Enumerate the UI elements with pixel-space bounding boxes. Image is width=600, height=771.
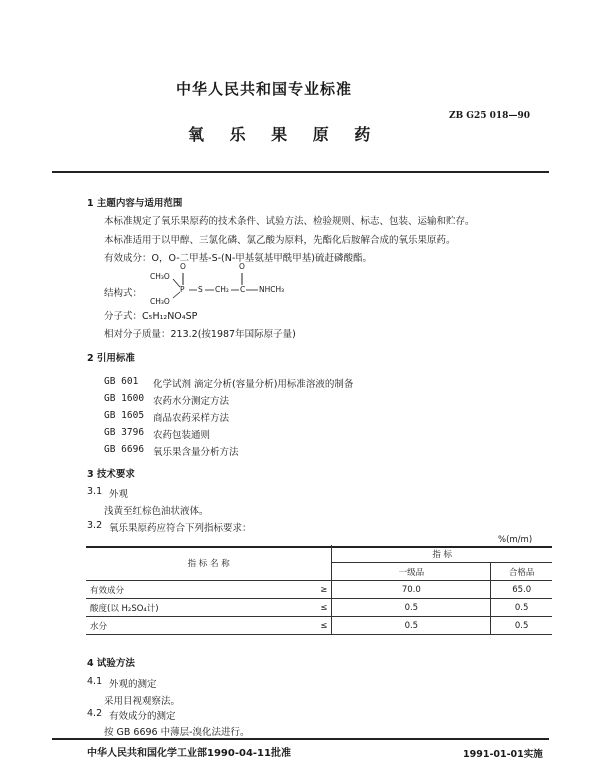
table-col-grade1: 一级品 [332, 563, 491, 581]
table-col-index: 指 标 [332, 545, 552, 563]
molecular-formula: 分子式：C₅H₁₂NO₄SP [104, 311, 198, 322]
reference-title: 化学试剂 滴定分析(容量分析)用标准溶液的制备 [153, 379, 354, 390]
section-2-heading: 2 引用标准 [87, 353, 135, 364]
struct-sulfur: S [198, 285, 203, 294]
standard-code: ZB G25 018—90 [449, 111, 530, 121]
table-cell-grade1: 0.5 [332, 617, 491, 635]
section-1-heading: 1 主题内容与适用范围 [87, 198, 183, 209]
table-cell-operator: ≥ [305, 581, 332, 599]
table-cell-operator: ≤ [305, 599, 332, 617]
table-row [86, 617, 552, 635]
table-cell-name: 有效成分 [86, 581, 305, 599]
table-cell-grade1: 0.5 [332, 599, 491, 617]
table-row [86, 581, 552, 599]
table-cell-grade2: 65.0 [491, 581, 552, 599]
table-col-grade2: 合格品 [491, 563, 552, 581]
table-cell-grade1: 70.0 [332, 581, 491, 599]
table-cell-name: 酸度(以 H₂SO₄计) [86, 599, 305, 617]
clause-3-1-text: 浅黄至红棕色油状液体。 [104, 506, 209, 517]
struct-nhch3: NHCH₃ [259, 285, 285, 294]
struct-oxygen-2: O [239, 262, 245, 271]
spec-table [86, 545, 552, 635]
struct-oxygen-1: O [180, 262, 186, 271]
reference-code: GB 1600 [104, 393, 145, 404]
clause-3-1-number: 3.1 [87, 486, 103, 497]
unit-label: %(m/m) [498, 535, 533, 545]
table-cell-grade2: 0.5 [491, 617, 552, 635]
footer-divider [52, 738, 549, 740]
struct-carbon: C [240, 285, 246, 294]
reference-title: 氧乐果含量分析方法 [153, 447, 239, 458]
table-row [86, 599, 552, 617]
struct-phosphorus: P [180, 285, 185, 294]
table-cell-operator: ≤ [305, 617, 332, 635]
reference-code: GB 6696 [104, 444, 145, 455]
table-col-name: 指 标 名 称 [86, 545, 332, 581]
effective-date: 1991-01-01实施 [463, 749, 543, 760]
clause-4-1-title: 外观的测定 [109, 679, 157, 690]
clause-4-2-text: 按 GB 6696 中薄层-溴化法进行。 [104, 727, 250, 738]
section-1-paragraph-3: 有效成分：O，O-二甲基-S-(N-甲基氨基甲酰甲基)硫赶磷酸酯。 [104, 253, 372, 264]
table-cell-name: 水分 [86, 617, 305, 635]
clause-4-2-title: 有效成分的测定 [109, 711, 176, 722]
section-4-heading: 4 试验方法 [87, 658, 135, 669]
reference-title: 商品农药采样方法 [153, 413, 230, 424]
clause-3-2-title: 氧乐果原药应符合下列指标要求： [109, 523, 252, 534]
struct-ch3o-bottom: CH₃O [150, 297, 170, 306]
structure-label: 结构式： [104, 288, 143, 299]
table-cell-grade2: 0.5 [491, 599, 552, 617]
section-3-heading: 3 技术要求 [87, 469, 135, 480]
reference-code: GB 601 [104, 376, 139, 387]
approval-line: 中华人民共和国化学工业部1990-04-11批准 [87, 748, 291, 759]
reference-code: GB 1605 [104, 410, 145, 421]
page-title: 氧 乐 果 原 药 [188, 125, 381, 144]
header-divider [52, 171, 549, 173]
molecular-mass: 相对分子质量：213.2(按1987年国际原子量) [104, 329, 296, 340]
struct-ch3o-top: CH₃O [150, 272, 170, 281]
section-1-paragraph-2: 本标准适用于以甲醇、三氯化磷、氯乙酸为原料，先酯化后胺解合成的氧乐果原药。 [104, 235, 456, 246]
clause-4-2-number: 4.2 [87, 708, 103, 719]
reference-code: GB 3796 [104, 427, 145, 438]
clause-3-2-number: 3.2 [87, 520, 103, 531]
clause-4-1-text: 采用目视观察法。 [104, 696, 181, 707]
structure-bonds [140, 260, 270, 310]
struct-ch2: CH₂ [215, 285, 229, 294]
section-1-paragraph-1: 本标准规定了氧乐果原药的技术条件、试验方法、检验规则、标志、包装、运输和贮存。 [104, 216, 475, 227]
reference-title: 农药包装通则 [153, 430, 211, 441]
reference-title: 农药水分测定方法 [153, 396, 230, 407]
standard-org-title: 中华人民共和国专业标准 [176, 80, 353, 98]
table-header-row [86, 545, 552, 563]
clause-4-1-number: 4.1 [87, 676, 103, 687]
clause-3-1-title: 外观 [109, 489, 129, 500]
